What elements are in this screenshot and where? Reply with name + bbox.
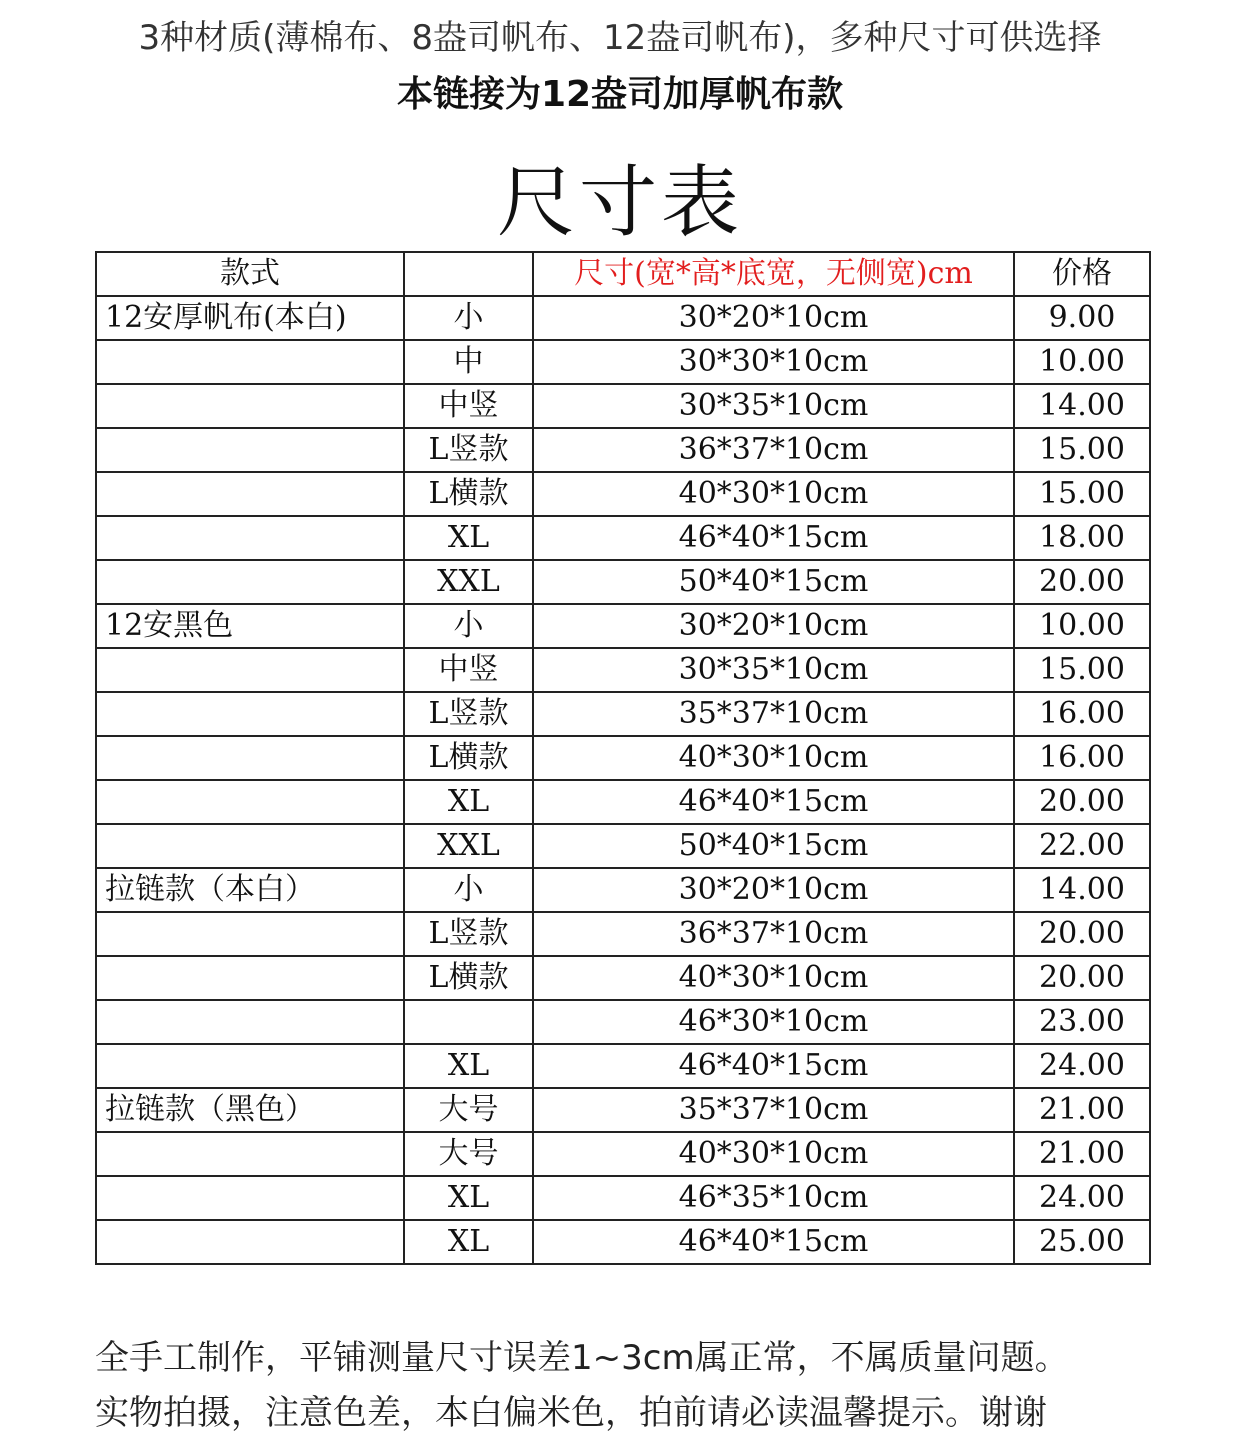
cell-dimensions: 40*30*10cm bbox=[533, 1132, 1014, 1176]
cell-style bbox=[96, 340, 404, 384]
cell-style bbox=[96, 1176, 404, 1220]
cell-dimensions: 30*35*10cm bbox=[533, 384, 1014, 428]
cell-style bbox=[96, 736, 404, 780]
cell-style bbox=[96, 692, 404, 736]
table-row bbox=[96, 1220, 1150, 1264]
cell-style bbox=[96, 472, 404, 516]
cell-size: 中竖 bbox=[404, 648, 533, 692]
cell-price: 20.00 bbox=[1014, 780, 1150, 824]
table-row bbox=[96, 1088, 1150, 1132]
footer-measurement-note: 全手工制作，平铺测量尺寸误差1~3cm属正常，不属质量问题。 bbox=[95, 1338, 1069, 1378]
cell-size: XXL bbox=[404, 560, 533, 604]
table-header-row bbox=[96, 252, 1150, 296]
cell-size: 小 bbox=[404, 296, 533, 340]
cell-style bbox=[96, 560, 404, 604]
cell-dimensions: 40*30*10cm bbox=[533, 472, 1014, 516]
cell-dimensions: 30*20*10cm bbox=[533, 296, 1014, 340]
table-row bbox=[96, 648, 1150, 692]
cell-dimensions: 46*35*10cm bbox=[533, 1176, 1014, 1220]
header-style: 款式 bbox=[96, 252, 404, 296]
cell-size: L横款 bbox=[404, 956, 533, 1000]
cell-price: 18.00 bbox=[1014, 516, 1150, 560]
cell-size: XL bbox=[404, 1044, 533, 1088]
cell-style bbox=[96, 780, 404, 824]
cell-dimensions: 40*30*10cm bbox=[533, 956, 1014, 1000]
cell-style bbox=[96, 912, 404, 956]
header-price: 价格 bbox=[1014, 252, 1150, 296]
table-row bbox=[96, 912, 1150, 956]
intro-materials-text: 3种材质(薄棉布、8盎司帆布、12盎司帆布)，多种尺寸可供选择 bbox=[138, 18, 1102, 58]
cell-size: L竖款 bbox=[404, 912, 533, 956]
cell-dimensions: 46*40*15cm bbox=[533, 1220, 1014, 1264]
table-row bbox=[96, 1176, 1150, 1220]
table-row bbox=[96, 1132, 1150, 1176]
cell-price: 15.00 bbox=[1014, 428, 1150, 472]
cell-dimensions: 30*20*10cm bbox=[533, 604, 1014, 648]
cell-dimensions: 35*37*10cm bbox=[533, 692, 1014, 736]
cell-price: 23.00 bbox=[1014, 1000, 1150, 1044]
cell-size: 小 bbox=[404, 604, 533, 648]
cell-size: XXL bbox=[404, 824, 533, 868]
header-dimensions: 尺寸(宽*高*底宽，无侧宽)cm bbox=[533, 252, 1014, 296]
cell-style bbox=[96, 1220, 404, 1264]
cell-price: 15.00 bbox=[1014, 472, 1150, 516]
cell-style: 12安厚帆布(本白) bbox=[96, 296, 404, 340]
cell-price: 20.00 bbox=[1014, 560, 1150, 604]
cell-price: 21.00 bbox=[1014, 1132, 1150, 1176]
cell-price: 10.00 bbox=[1014, 340, 1150, 384]
cell-size: 大号 bbox=[404, 1088, 533, 1132]
cell-size: XL bbox=[404, 780, 533, 824]
table-row bbox=[96, 428, 1150, 472]
cell-price: 10.00 bbox=[1014, 604, 1150, 648]
cell-size: L横款 bbox=[404, 736, 533, 780]
cell-dimensions: 46*40*15cm bbox=[533, 1044, 1014, 1088]
table-row bbox=[96, 604, 1150, 648]
cell-price: 9.00 bbox=[1014, 296, 1150, 340]
cell-dimensions: 30*30*10cm bbox=[533, 340, 1014, 384]
cell-size: 中 bbox=[404, 340, 533, 384]
table-row bbox=[96, 1044, 1150, 1088]
table-row bbox=[96, 868, 1150, 912]
cell-dimensions: 46*30*10cm bbox=[533, 1000, 1014, 1044]
table-body bbox=[96, 296, 1150, 1264]
cell-price: 24.00 bbox=[1014, 1044, 1150, 1088]
table-row bbox=[96, 472, 1150, 516]
table-row bbox=[96, 692, 1150, 736]
table-row bbox=[96, 1000, 1150, 1044]
table-row bbox=[96, 780, 1150, 824]
cell-style bbox=[96, 1044, 404, 1088]
cell-dimensions: 30*35*10cm bbox=[533, 648, 1014, 692]
cell-size: 中竖 bbox=[404, 384, 533, 428]
cell-price: 14.00 bbox=[1014, 868, 1150, 912]
cell-style bbox=[96, 1000, 404, 1044]
table-row bbox=[96, 516, 1150, 560]
cell-price: 15.00 bbox=[1014, 648, 1150, 692]
footer-photo-note: 实物拍摄，注意色差，本白偏米色，拍前请必读温馨提示。谢谢 bbox=[95, 1393, 1047, 1433]
table-row bbox=[96, 384, 1150, 428]
cell-size: 大号 bbox=[404, 1132, 533, 1176]
cell-style: 拉链款（本白） bbox=[96, 868, 404, 912]
cell-dimensions: 36*37*10cm bbox=[533, 912, 1014, 956]
table-row bbox=[96, 340, 1150, 384]
cell-dimensions: 30*20*10cm bbox=[533, 868, 1014, 912]
cell-dimensions: 46*40*15cm bbox=[533, 780, 1014, 824]
cell-size: XL bbox=[404, 1176, 533, 1220]
cell-style: 12安黑色 bbox=[96, 604, 404, 648]
cell-style bbox=[96, 1132, 404, 1176]
cell-style bbox=[96, 428, 404, 472]
cell-price: 22.00 bbox=[1014, 824, 1150, 868]
cell-price: 20.00 bbox=[1014, 956, 1150, 1000]
cell-style bbox=[96, 384, 404, 428]
cell-dimensions: 36*37*10cm bbox=[533, 428, 1014, 472]
cell-dimensions: 50*40*15cm bbox=[533, 824, 1014, 868]
cell-dimensions: 35*37*10cm bbox=[533, 1088, 1014, 1132]
cell-price: 25.00 bbox=[1014, 1220, 1150, 1264]
cell-dimensions: 46*40*15cm bbox=[533, 516, 1014, 560]
table-row bbox=[96, 560, 1150, 604]
cell-price: 16.00 bbox=[1014, 736, 1150, 780]
cell-size: L竖款 bbox=[404, 692, 533, 736]
size-chart-table bbox=[95, 251, 1151, 1265]
intro-link-note: 本链接为12盎司加厚帆布款 bbox=[396, 74, 844, 115]
cell-size: L竖款 bbox=[404, 428, 533, 472]
cell-size: XL bbox=[404, 516, 533, 560]
cell-size: 小 bbox=[404, 868, 533, 912]
cell-price: 16.00 bbox=[1014, 692, 1150, 736]
cell-dimensions: 50*40*15cm bbox=[533, 560, 1014, 604]
cell-price: 14.00 bbox=[1014, 384, 1150, 428]
cell-dimensions: 40*30*10cm bbox=[533, 736, 1014, 780]
header-size bbox=[404, 252, 533, 296]
page-title: 尺寸表 bbox=[496, 158, 743, 248]
cell-style bbox=[96, 956, 404, 1000]
cell-price: 20.00 bbox=[1014, 912, 1150, 956]
cell-style: 拉链款（黑色） bbox=[96, 1088, 404, 1132]
cell-style bbox=[96, 516, 404, 560]
cell-style bbox=[96, 824, 404, 868]
cell-size: L横款 bbox=[404, 472, 533, 516]
table-row bbox=[96, 296, 1150, 340]
table-row bbox=[96, 736, 1150, 780]
cell-size bbox=[404, 1000, 533, 1044]
cell-size: XL bbox=[404, 1220, 533, 1264]
cell-price: 24.00 bbox=[1014, 1176, 1150, 1220]
table-row bbox=[96, 956, 1150, 1000]
cell-style bbox=[96, 648, 404, 692]
table-row bbox=[96, 824, 1150, 868]
cell-price: 21.00 bbox=[1014, 1088, 1150, 1132]
